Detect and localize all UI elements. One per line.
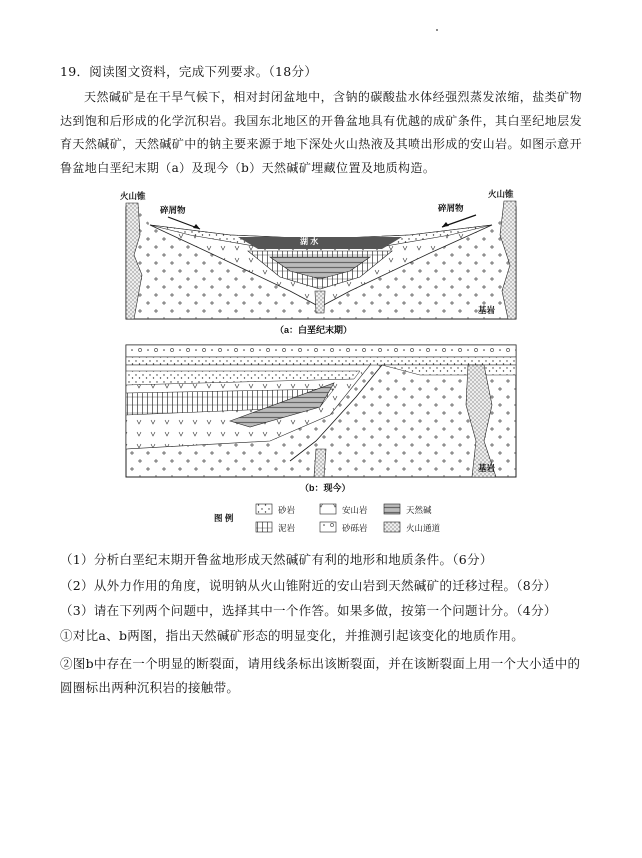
scan-dot — [436, 29, 438, 31]
debris-left-label: 碎屑物 — [160, 205, 186, 215]
bedrock-b-label: 基岩 — [478, 463, 496, 473]
legend-sandstone: 砂岩 — [278, 505, 296, 515]
legend-swatch-alkali — [384, 504, 400, 514]
bedrock-a-label: 基岩 — [478, 305, 496, 315]
legend-title: 图 例 — [214, 513, 234, 523]
lake-label: 湖 水 — [300, 237, 319, 246]
legend-mudstone: 泥岩 — [278, 523, 296, 533]
sub-question-3: （3）请在下列两个问题中，选择其中一个作答。如果多做，按第一个问题计分。（4分） — [60, 603, 557, 618]
legend-swatch-mudstone — [256, 522, 272, 532]
sub-question-3-option-1: ①对比a、b两图，指出天然碱矿形态的明显变化，并推测引起该变化的地质作用。 — [60, 628, 525, 643]
legend-conglomerate: 砂砾岩 — [342, 523, 368, 533]
caption-a: （a：白垩纪末期） — [275, 325, 353, 335]
sub-question-1: （1）分析白垩纪末期开鲁盆地形成天然碱矿有利的地形和地质条件。（6分） — [60, 552, 493, 567]
sub-question-3-option-2: ②图b中存在一个明显的断裂面，请用线条标出该断裂面，并在该断裂面上用一个大小适中的圆圈标出两种沉积岩的接触带。 — [60, 656, 581, 695]
caption-b: （b：现今） — [300, 483, 351, 493]
question-title: 19．阅读图文资料，完成下列要求。（18分） — [60, 64, 318, 79]
legend-swatch-andesite — [320, 504, 336, 514]
volcano-right-label: 火山锥 — [488, 189, 514, 199]
debris-right-label: 碎屑物 — [438, 203, 464, 213]
legend-swatch-sandstone — [256, 504, 272, 514]
geology-figure — [120, 189, 520, 549]
diagram-b — [126, 345, 516, 493]
sub-question-2: （2）从外力作用的角度，说明钠从火山锥附近的安山岩到天然碱矿的迁移过程。（8分） — [60, 578, 557, 593]
volcano-left-label: 火山锥 — [120, 191, 146, 201]
legend-swatch-conglomerate — [320, 522, 336, 532]
diagram-a — [120, 189, 516, 335]
legend-andesite: 安山岩 — [342, 505, 368, 515]
legend-volcanic-channel: 火山通道 — [406, 523, 441, 533]
legend — [214, 504, 441, 533]
legend-alkali: 天然碱 — [406, 505, 432, 515]
question-passage: 天然碱矿是在干旱气候下，相对封闭盆地中，含钠的碳酸盐水体经强烈蒸发浓缩，盐类矿物达到饱和后形成的化学沉积岩。我国东北地区的开鲁盆地具有优越的成矿条件，其白垩纪地层发育天然碱矿，天然碱矿中的钠主要来源于地下深处火山热液及其喷出形成的安山岩。如图示意开鲁盆地白垩纪末期（a）及现今（b）天然碱矿埋藏位置及地质构造。 — [60, 90, 582, 175]
legend-swatch-volcanic-channel — [384, 522, 400, 532]
